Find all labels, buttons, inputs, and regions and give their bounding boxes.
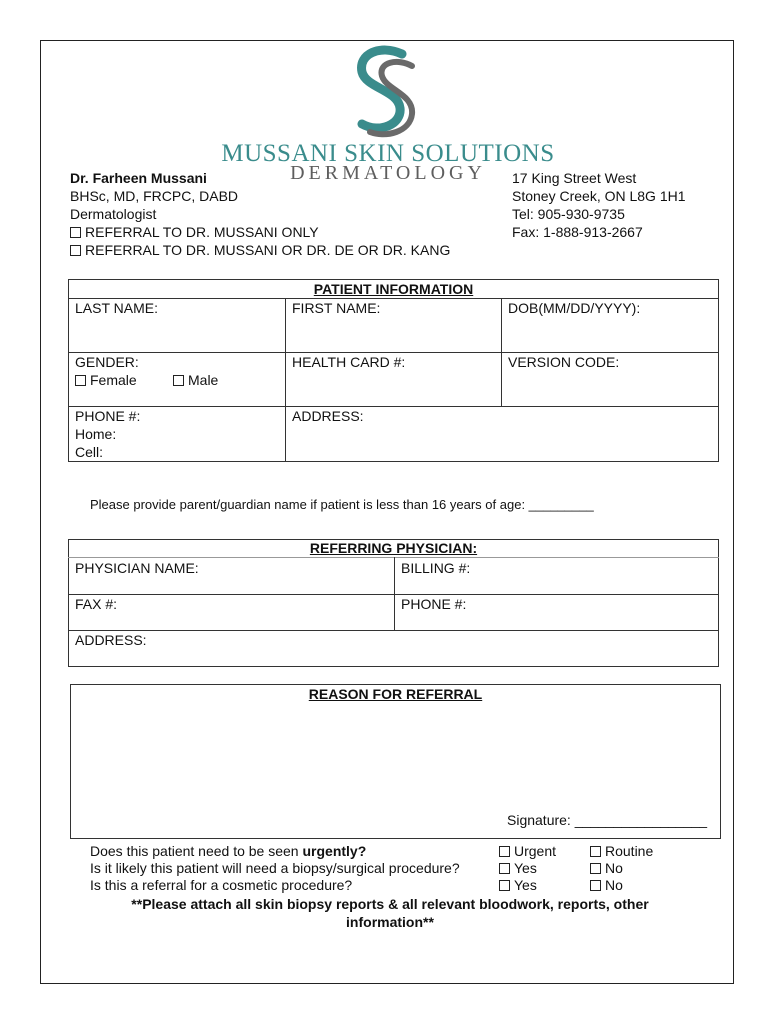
first-name-field[interactable]: FIRST NAME: bbox=[292, 300, 381, 316]
doctor-credentials: BHSc, MD, FRCPC, DABD bbox=[70, 188, 239, 204]
checkbox-icon[interactable] bbox=[70, 245, 81, 256]
female-label: Female bbox=[90, 372, 137, 388]
signature-line[interactable]: Signature: _________________ bbox=[507, 812, 708, 828]
cosmetic-no-label: No bbox=[605, 877, 623, 893]
reason-for-referral-header: REASON FOR REFERRAL bbox=[308, 686, 483, 702]
question-biopsy: Is it likely this patient will need a biopsy/surgical procedure? bbox=[90, 860, 460, 876]
physician-address-field[interactable]: ADDRESS: bbox=[75, 632, 147, 648]
biopsy-yes-label: Yes bbox=[514, 860, 537, 876]
male-label: Male bbox=[188, 372, 219, 388]
referral-option-1[interactable] bbox=[70, 223, 319, 241]
brand-subtitle: DERMATOLOGY bbox=[290, 162, 486, 184]
home-phone-field[interactable]: Home: bbox=[75, 426, 117, 442]
gender-label: GENDER: bbox=[75, 354, 139, 370]
checkbox-icon[interactable] bbox=[590, 846, 601, 857]
checkbox-icon[interactable] bbox=[173, 375, 184, 386]
question-urgent-text: Does this patient need to be seen bbox=[90, 843, 303, 859]
checkbox-icon[interactable] bbox=[70, 227, 81, 238]
address-field[interactable]: ADDRESS: bbox=[292, 408, 364, 424]
logo-s-icon bbox=[340, 44, 430, 140]
physician-phone-field[interactable]: PHONE #: bbox=[401, 596, 467, 612]
contact-fax: Fax: 1-888-913-2667 bbox=[512, 224, 643, 240]
referring-physician-header: REFERRING PHYSICIAN: bbox=[309, 540, 478, 556]
biopsy-no-label: No bbox=[605, 860, 623, 876]
attach-note-line-2: information** bbox=[346, 914, 434, 930]
cosmetic-yes-option[interactable] bbox=[499, 876, 537, 894]
guardian-note: Please provide parent/guardian name if patient is less than 16 years of age: _________ bbox=[90, 497, 594, 512]
question-urgent bbox=[90, 842, 366, 860]
question-urgent-bold: urgently? bbox=[302, 843, 367, 859]
table-divider bbox=[501, 298, 502, 406]
health-card-field[interactable]: HEALTH CARD #: bbox=[292, 354, 406, 370]
urgent-label: Urgent bbox=[514, 843, 557, 859]
table-divider bbox=[68, 406, 719, 407]
table-divider bbox=[285, 298, 286, 462]
biopsy-yes-option[interactable] bbox=[499, 859, 537, 877]
referral-option-1-label: REFERRAL TO DR. MUSSANI ONLY bbox=[85, 224, 319, 240]
billing-field[interactable]: BILLING #: bbox=[401, 560, 471, 576]
fax-field[interactable]: FAX #: bbox=[75, 596, 118, 612]
referral-option-2-label: REFERRAL TO DR. MUSSANI OR DR. DE OR DR. KANG bbox=[85, 242, 451, 258]
version-code-field[interactable]: VERSION CODE: bbox=[508, 354, 620, 370]
urgent-option[interactable] bbox=[499, 842, 556, 860]
gender-female-option[interactable] bbox=[75, 371, 137, 389]
brand-name: MUSSANI SKIN SOLUTIONS bbox=[221, 140, 555, 167]
cell-phone-field[interactable]: Cell: bbox=[75, 444, 104, 460]
attach-note bbox=[60, 895, 720, 931]
routine-label: Routine bbox=[605, 843, 654, 859]
table-divider bbox=[68, 630, 719, 631]
cosmetic-yes-label: Yes bbox=[514, 877, 537, 893]
contact-street: 17 King Street West bbox=[512, 170, 637, 186]
biopsy-no-option[interactable] bbox=[590, 859, 623, 877]
doctor-title: Dermatologist bbox=[70, 206, 157, 222]
gender-male-option[interactable] bbox=[173, 371, 218, 389]
attach-note-line-1: **Please attach all skin biopsy reports & all relevant bloodwork, reports, other bbox=[131, 896, 649, 912]
cosmetic-no-option[interactable] bbox=[590, 876, 623, 894]
checkbox-icon[interactable] bbox=[590, 863, 601, 874]
physician-name-field[interactable]: PHYSICIAN NAME: bbox=[75, 560, 199, 576]
checkbox-icon[interactable] bbox=[499, 880, 510, 891]
checkbox-icon[interactable] bbox=[590, 880, 601, 891]
table-divider bbox=[394, 557, 395, 630]
checkbox-icon[interactable] bbox=[499, 846, 510, 857]
checkbox-icon[interactable] bbox=[75, 375, 86, 386]
last-name-field[interactable]: LAST NAME: bbox=[75, 300, 158, 316]
doctor-name: Dr. Farheen Mussani bbox=[70, 170, 207, 186]
contact-city: Stoney Creek, ON L8G 1H1 bbox=[512, 188, 686, 204]
checkbox-icon[interactable] bbox=[499, 863, 510, 874]
routine-option[interactable] bbox=[590, 842, 653, 860]
patient-info-header: PATIENT INFORMATION bbox=[313, 281, 474, 297]
referral-option-2[interactable] bbox=[70, 241, 450, 259]
dob-field[interactable]: DOB(MM/DD/YYYY): bbox=[508, 300, 641, 316]
contact-tel: Tel: 905-930-9735 bbox=[512, 206, 625, 222]
question-cosmetic: Is this a referral for a cosmetic procedure? bbox=[90, 877, 353, 893]
phone-label: PHONE #: bbox=[75, 408, 141, 424]
